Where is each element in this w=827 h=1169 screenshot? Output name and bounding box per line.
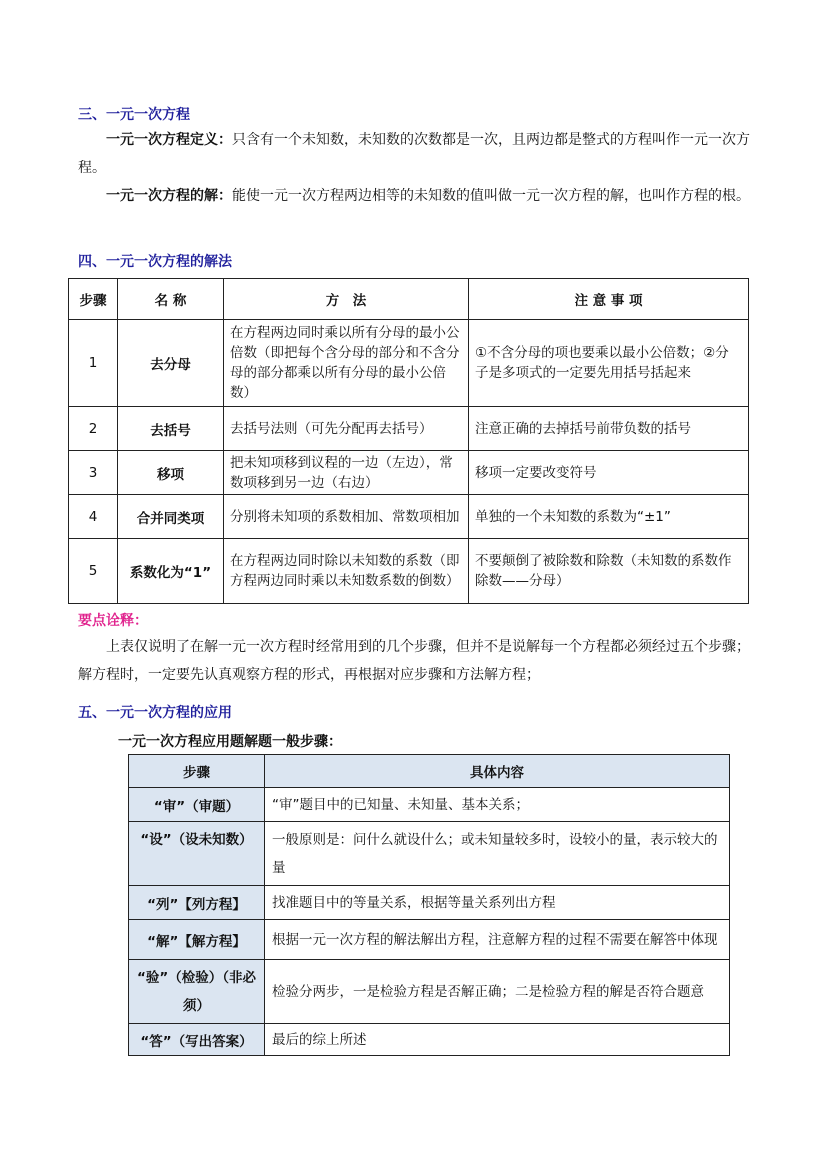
- step-method: 去括号法则（可先分配再去括号）: [224, 407, 469, 451]
- step-note: 不要颠倒了被除数和除数（未知数的系数作除数——分母）: [469, 539, 749, 604]
- step-method: 把未知项移到议程的一边（左边），常数项移到另一边（右边）: [224, 451, 469, 495]
- app-step-name: “解”【解方程】: [129, 920, 265, 960]
- definition-label: 一元一次方程定义：: [106, 132, 232, 148]
- table-row: [69, 539, 749, 604]
- solution-label: 一元一次方程的解：: [106, 188, 232, 204]
- step-number: 2: [69, 407, 118, 451]
- table-row: [129, 822, 730, 886]
- app-step-content: 最后的综上所述: [265, 1024, 730, 1056]
- step-number: 5: [69, 539, 118, 604]
- header-step: 步骤: [69, 279, 118, 320]
- solution-text: 能使一元一次方程两边相等的未知数的值叫做一元一次方程的解，也叫作方程的根。: [232, 188, 750, 204]
- table-row: [129, 788, 730, 822]
- application-subtitle: 一元一次方程应用题解题一般步骤：: [118, 734, 342, 750]
- step-method: 分别将未知项的系数相加、常数项相加: [224, 495, 469, 539]
- step-name: 移项: [118, 451, 224, 495]
- table-row: [69, 495, 749, 539]
- app-step-content: 找准题目中的等量关系，根据等量关系列出方程: [265, 886, 730, 920]
- app-step-content: 一般原则是：问什么就设什么；或未知量较多时，设较小的量，表示较大的量: [265, 822, 730, 886]
- header-content: 具体内容: [265, 755, 730, 788]
- header-notes: 注 意 事 项: [469, 279, 749, 320]
- section4-title: 四、一元一次方程的解法: [78, 254, 232, 270]
- step-method: 在方程两边同时除以未知数的系数（即方程两边同时乘以未知数系数的倒数）: [224, 539, 469, 604]
- app-step-content: 根据一元一次方程的解法解出方程，注意解方程的过程不需要在解答中体现: [265, 920, 730, 960]
- step-number: 1: [69, 320, 118, 407]
- step-name: 去括号: [118, 407, 224, 451]
- app-step-content: 检验分两步，一是检验方程是否解正确；二是检验方程的解是否符合题意: [265, 960, 730, 1024]
- table-header-row: [69, 279, 749, 320]
- key-points-text: 上表仅说明了在解一元一次方程时经常用到的几个步骤，但并不是说解每一个方程都必须经过五个步骤；解方程时，一定要先认真观察方程的形式，再根据对应步骤和方法解方程；: [78, 639, 750, 683]
- step-method: 在方程两边同时乘以所有分母的最小公倍数（即把每个含分母的部分和不含分母的部分都乘以所有分母的最小公倍数）: [224, 320, 469, 407]
- key-points-title: 要点诠释：: [78, 613, 148, 629]
- step-name: 系数化为“1”: [118, 539, 224, 604]
- table-row: [129, 886, 730, 920]
- table-header-row: [129, 755, 730, 788]
- app-step-name: “审”（审题）: [129, 788, 265, 822]
- definition-paragraph: [78, 126, 750, 182]
- step-name: 去分母: [118, 320, 224, 407]
- definition-text: 只含有一个未知数，未知数的次数都是一次，且两边都是整式的方程叫作一元一次方程。: [78, 132, 750, 176]
- app-step-name: “列”【列方程】: [129, 886, 265, 920]
- step-note: 单独的一个未知数的系数为“±1”: [469, 495, 749, 539]
- step-note: 注意正确的去掉括号前带负数的括号: [469, 407, 749, 451]
- table-row: [129, 920, 730, 960]
- key-points-paragraph: [78, 633, 750, 689]
- solution-paragraph: [78, 182, 750, 210]
- header-step: 步骤: [129, 755, 265, 788]
- table-row: [129, 1024, 730, 1056]
- application-steps-table: [128, 754, 730, 1056]
- step-name: 合并同类项: [118, 495, 224, 539]
- table-row: [129, 960, 730, 1024]
- table-row: [69, 407, 749, 451]
- section5-title: 五、一元一次方程的应用: [78, 705, 232, 721]
- table-row: [69, 320, 749, 407]
- solving-steps-table: [68, 278, 749, 604]
- step-note: 移项一定要改变符号: [469, 451, 749, 495]
- step-number: 3: [69, 451, 118, 495]
- step-number: 4: [69, 495, 118, 539]
- header-name: 名 称: [118, 279, 224, 320]
- app-step-content: “审”题目中的已知量、未知量、基本关系；: [265, 788, 730, 822]
- header-method: 方 法: [224, 279, 469, 320]
- section3-title: 三、一元一次方程: [78, 107, 190, 123]
- app-step-name: “答”（写出答案）: [129, 1024, 265, 1056]
- app-step-name: “验”（检验）（非必须）: [129, 960, 265, 1024]
- step-note: ①不含分母的项也要乘以最小公倍数；②分子是多项式的一定要先用括号括起来: [469, 320, 749, 407]
- table-row: [69, 451, 749, 495]
- app-step-name: “设”（设未知数）: [129, 822, 265, 886]
